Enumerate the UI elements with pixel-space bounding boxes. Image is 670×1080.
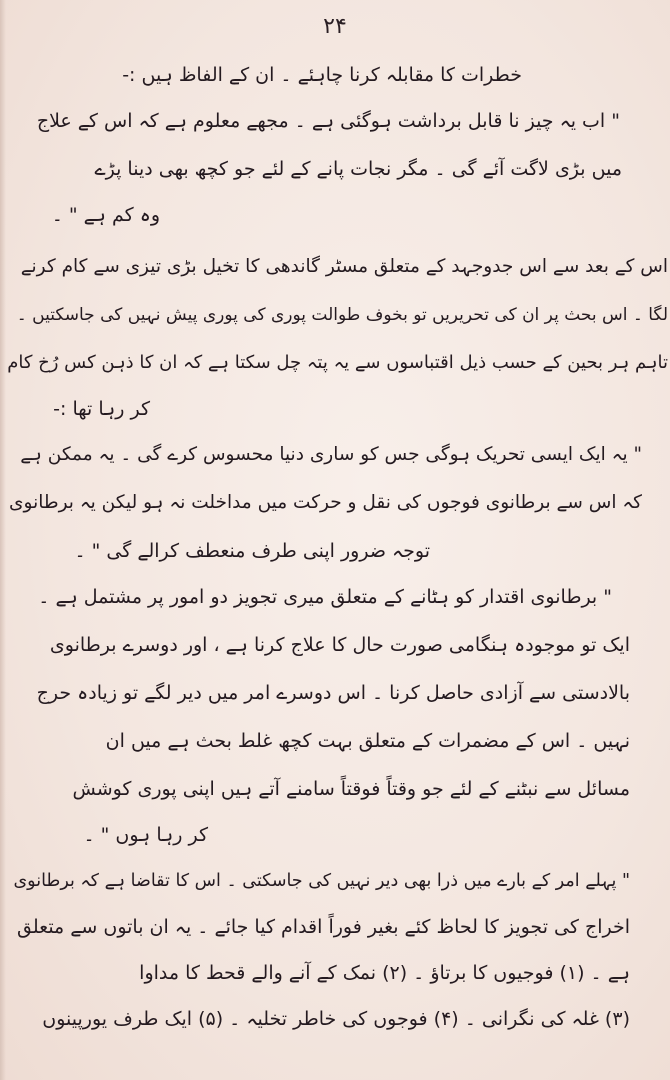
page-number: ۲۴ xyxy=(323,14,347,39)
text-line: اس کے بعد سے اس جدوجہد کے متعلق مسٹر گاندھی کا تخیل بڑی تیزی سے کام کرنے xyxy=(20,256,668,277)
text-line: کر رہا ہوں " ۔ xyxy=(83,824,208,846)
text-line: لگا ۔ اس بحث پر ان کی تحریریں تو بخوف طوالت پوری کی پوری پیش نہیں کی جاسکتیں ۔ xyxy=(16,305,668,325)
text-line: ہے ۔ (۱) فوجیوں کا برتاؤ ۔ (۲) نمک کے آنے والے قحط کا مداوا xyxy=(139,962,630,984)
text-line: (۳) غلہ کی نگرانی ۔ (۴) فوجوں کی خاطر تخلیہ ۔ (۵) ایک طرف یورپینوں xyxy=(42,1008,630,1030)
text-line: " اب یہ چیز نا قابل برداشت ہوگئی ہے ۔ مجھے معلوم ہے کہ اس کے علاج xyxy=(36,110,620,132)
text-line: نہیں ۔ اس کے مضمرات کے متعلق بہت کچھ غلط بحث ہے میں ان xyxy=(105,730,630,752)
text-line: ایک تو موجودہ ہنگامی صورت حال کا علاج کرنا ہے ، اور دوسرے برطانوی xyxy=(49,634,630,656)
text-line: کہ اس سے برطانوی فوجوں کی نقل و حرکت میں مداخلت نہ ہو لیکن یہ برطانوی xyxy=(9,492,642,513)
text-line: " پہلے امر کے بارے میں ذرا بھی دیر نہیں کی جاسکتی ۔ اس کا تقاضا ہے کہ برطانوی xyxy=(13,871,630,891)
text-line: " برطانوی اقتدار کو ہٹانے کے متعلق میری تجویز دو امور پر مشتمل ہے ۔ xyxy=(38,586,612,608)
text-line: مسائل سے نبٹنے کے لئے جو وقتاً فوقتاً سامنے آتے ہیں اپنی پوری کوشش xyxy=(72,778,630,800)
text-line: میں بڑی لاگت آئے گی ۔ مگر نجات پانے کے لئے جو کچھ بھی دینا پڑے xyxy=(94,158,622,180)
text-line: کر رہا تھا :- xyxy=(53,398,150,420)
text-line: خطرات کا مقابلہ کرنا چاہئے ۔ ان کے الفاظ ہیں :- xyxy=(122,64,522,86)
page-edge-shadow xyxy=(0,0,6,1080)
text-line: تاہم ہر بحین کے حسب ذیل اقتباسوں سے یہ پتہ چل سکتا ہے کہ ان کا ذہن کس رُخ کام xyxy=(7,352,668,373)
text-line: " یہ ایک ایسی تحریک ہوگی جس کو ساری دنیا محسوس کرے گی ۔ یہ ممکن ہے xyxy=(20,444,642,465)
text-line: اخراج کی تجویز کا لحاظ کئے بغیر فوراً اقدام کیا جائے ۔ یہ ان باتوں سے متعلق xyxy=(17,916,630,938)
text-line: توجہ ضرور اپنی طرف منعطف کرالے گی " ۔ xyxy=(74,540,430,562)
text-line: بالادستی سے آزادی حاصل کرنا ۔ اس دوسرے امر میں دیر لگے تو زیادہ حرج xyxy=(36,682,630,704)
text-line: وہ کم ہے " ۔ xyxy=(51,204,160,226)
